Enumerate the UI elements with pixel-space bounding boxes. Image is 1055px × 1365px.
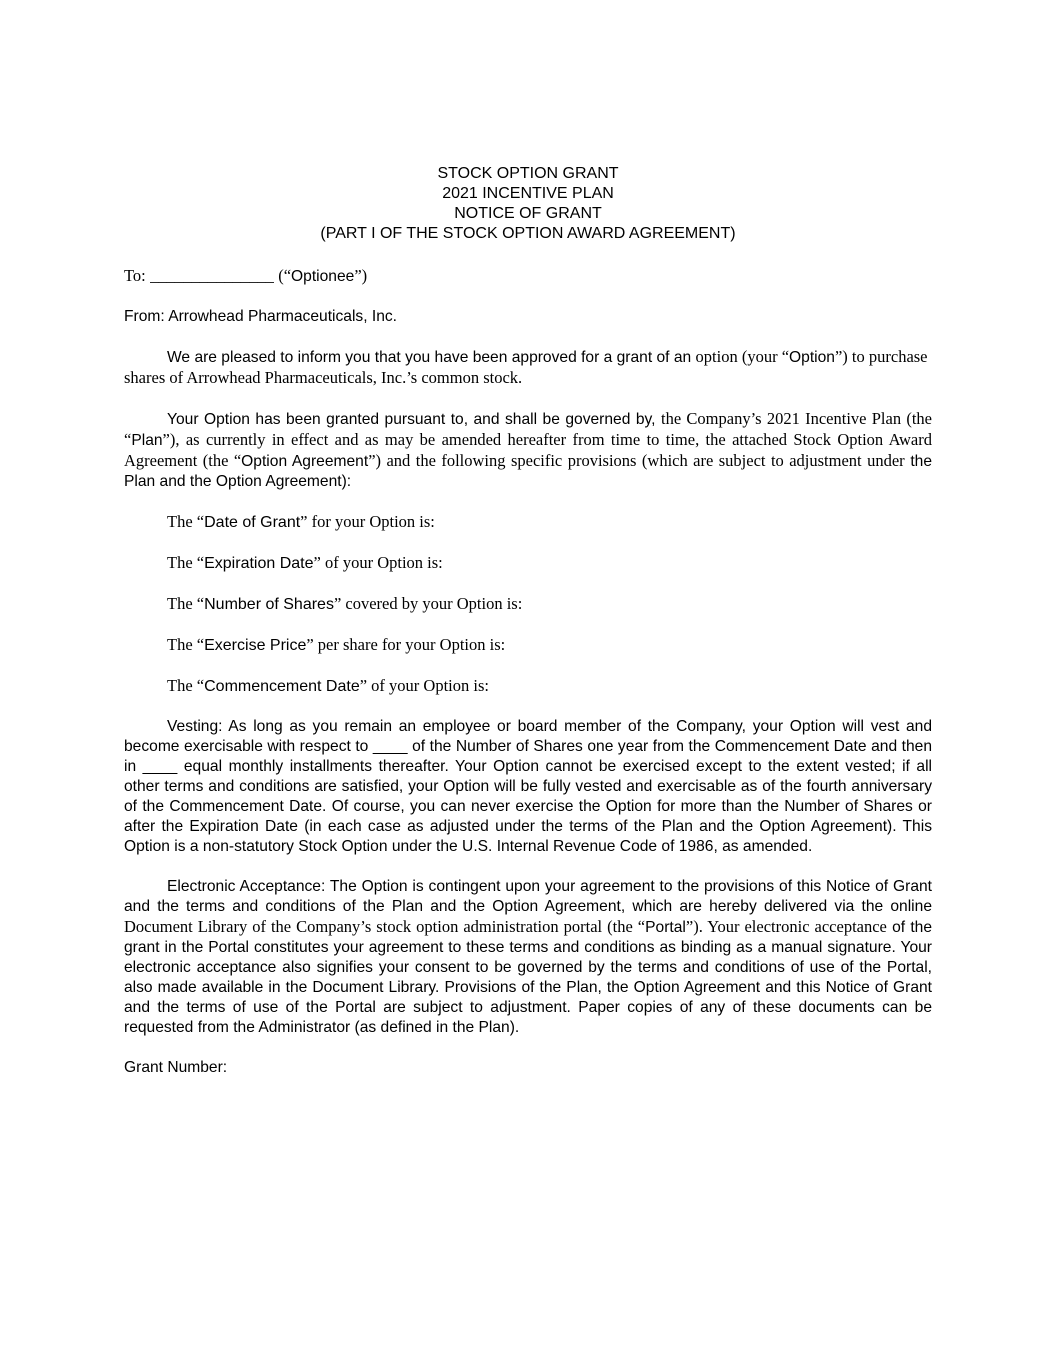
from-label: From:: [124, 308, 165, 325]
acceptance-part2: Document Library of the Company’s stock option administration portal (the “: [124, 917, 646, 936]
field-expiration-date: [124, 553, 932, 574]
intro-term: Option: [789, 349, 835, 366]
governed-term-agreement: Option Agreement: [241, 453, 369, 470]
field-date-of-grant: [124, 512, 932, 533]
field-number-of-shares: [124, 594, 932, 615]
governed-part1: Your Option has been granted pursuant to, and shall be governed by,: [167, 411, 656, 428]
grant-number-label: Grant Number:: [124, 1059, 228, 1076]
field-term: Date of Grant: [204, 514, 301, 531]
intro-part1: We are pleased to inform you that you have been approved for a grant of an: [167, 349, 692, 366]
governed-term-plan: Plan: [131, 432, 163, 449]
title-line-4: (PART I OF THE STOCK OPTION AWARD AGREEMENT): [320, 225, 736, 242]
field-pre: The “: [167, 676, 205, 695]
field-post: ” of your Option is:: [313, 553, 443, 572]
field-pre: The “: [167, 553, 205, 572]
acceptance-part3: ”). Your electronic acceptance: [685, 917, 887, 936]
field-post: ” covered by your Option is:: [333, 594, 523, 613]
acceptance-part1: Electronic Acceptance: The Option is contingent upon your agreement to the provisions of this Notice of Grant and the terms and conditions of the Plan and the Option Agreement, which are hereby delivered via the online: [124, 878, 932, 915]
document-page: [124, 164, 932, 1078]
field-pre: The “: [167, 512, 205, 531]
optionee-close: ”): [354, 266, 368, 285]
optionee-open: (“: [278, 266, 292, 285]
governed-paragraph: [124, 409, 932, 492]
grant-number-line: [124, 1058, 932, 1078]
field-term: Commencement Date: [204, 678, 360, 695]
from-line: [124, 307, 932, 327]
field-post: ” for your Option is:: [300, 512, 435, 531]
governed-part3: ”), as currently in effect and as may be amended hereafter from time to time, the attached Stock Option Award Agreement (the “: [124, 430, 932, 470]
field-exercise-price: [124, 635, 932, 656]
governed-part4: ”) and the following specific provisions (which are subject to adjustment under: [368, 451, 905, 470]
acceptance-part4: of the grant in the Portal constitutes your agreement to these terms and conditions as binding as a manual signature. Your electronic acceptance also signifies your consent to be governed by the terms and conditions of use of the Portal, also made available in the Document Library. Provisions of the Plan, the Option Agreement and this Notice of Grant and the terms of use of the Portal are subject to adjustment. Paper copies of any of these documents can be requested from the Administrator (as defined in the Plan).: [124, 919, 932, 1036]
field-post: ” per share for your Option is:: [306, 635, 506, 654]
to-line: [124, 266, 932, 287]
vesting-paragraph: Vesting: As long as you remain an employee or board member of the Company, your Option will vest and become exercisable with respect to ____ of the Number of Shares one year from the Commencement Date and then in ____ equal monthly installments thereafter. Your Option cannot be exercised except to the extent vested; if all other terms and conditions are satisfied, your Option will be fully vested and exercisable as of the fourth anniversary of the Commencement Date. Of course, you can never exercise the Option for more than the Number of Shares or after the Expiration Date (in each case as adjusted under the terms of the Plan and the Option Agreement). This Option is a non-statutory Stock Option under the U.S. Internal Revenue Code of 1986, as amended.: [124, 718, 932, 855]
optionee-term: Optionee: [291, 268, 355, 285]
field-pre: The “: [167, 635, 205, 654]
intro-part2: option (your “: [695, 347, 790, 366]
field-term: Exercise Price: [204, 637, 307, 654]
intro-part3: ”) to purchase shares of Arrowhead Pharmaceuticals, Inc.’s common stock.: [124, 347, 928, 387]
field-post: ” of your Option is:: [359, 676, 489, 695]
title-line-1: STOCK OPTION GRANT: [437, 165, 619, 182]
title-line-3: NOTICE OF GRANT: [454, 205, 602, 222]
governed-part5: the Plan and the Option Agreement):: [124, 453, 932, 490]
intro-paragraph: [124, 347, 932, 389]
field-pre: The “: [167, 594, 205, 613]
acceptance-term: Portal: [645, 919, 686, 936]
governed-part2: the Company’s 2021 Incentive Plan (the “: [124, 409, 933, 449]
title-line-2: 2021 INCENTIVE PLAN: [442, 185, 614, 202]
field-term: Expiration Date: [204, 555, 314, 572]
acceptance-paragraph: [124, 877, 932, 1038]
from-company: Arrowhead Pharmaceuticals, Inc.: [168, 308, 398, 325]
document-title: [124, 164, 932, 244]
field-term: Number of Shares: [204, 596, 334, 613]
field-commencement-date: [124, 676, 932, 697]
to-label: To:: [124, 266, 146, 285]
grant-fields: [124, 512, 932, 697]
optionee-blank: _______________: [150, 266, 274, 285]
